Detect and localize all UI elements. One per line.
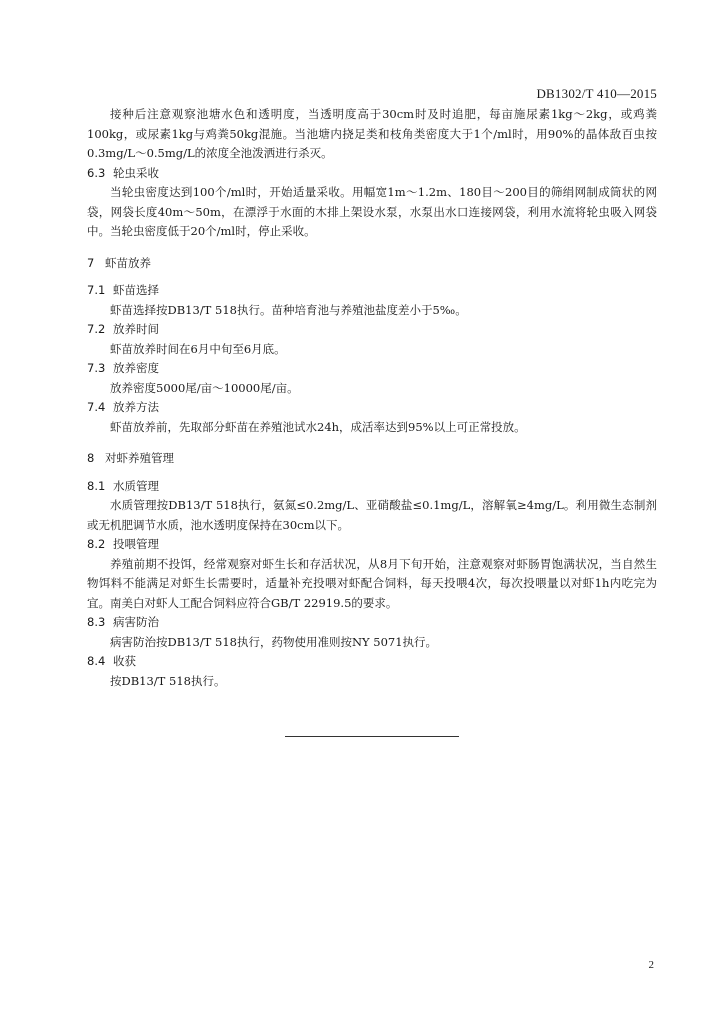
paragraph-harvest: 按DB13/T 518执行。: [110, 673, 226, 688]
heading-number: 7.1: [87, 283, 106, 297]
heading-number: 8.3: [87, 615, 106, 629]
heading-number: 7: [87, 255, 95, 270]
end-of-document-rule: [285, 736, 459, 737]
heading-title: 病害防治: [113, 615, 159, 629]
heading-number: 8.4: [87, 654, 106, 668]
heading-title: 虾苗放养: [105, 255, 151, 270]
heading-title: 轮虫采收: [113, 165, 159, 180]
heading-number: 8: [87, 451, 95, 465]
heading-number: 8.1: [87, 478, 106, 493]
paragraph-fry-selection: 虾苗选择按DB13/T 518执行。苗种培育池与养殖池盐度差小于5‰。: [110, 302, 467, 317]
heading-8: [87, 449, 657, 469]
paragraph-stocking-time: 虾苗放养时间在6月中旬至6月底。: [110, 341, 286, 356]
heading-number: 7.2: [87, 322, 106, 336]
heading-8-2: [87, 535, 657, 555]
paragraph-rotifer-harvest: 当轮虫密度达到100个/ml时，开始适量采收。用幅宽1m～1.2m、180目～200目的筛绢网制成筒状的网袋，网袋长度40m～50m，在漂浮于水面的木排上架设水泵，水泵出水口连接网袋，利用水流将轮虫吸入网袋中。当轮虫密度低于20个/ml时，停止采收。: [87, 185, 657, 238]
heading-number: 7.3: [87, 361, 106, 375]
page-number: 2: [648, 959, 654, 971]
heading-6-3: [87, 164, 657, 184]
heading-8-3: [87, 613, 657, 633]
document-body: [87, 105, 657, 691]
paragraph-water-quality: 水质管理按DB13/T 518执行，氨氮≤0.2mg/L、亚硝酸盐≤0.1mg/L，溶解氧≥4mg/L。利用微生态制剂或无机肥调节水质，池水透明度保持在30cm以下。: [87, 498, 657, 532]
heading-title: 放养密度: [113, 361, 159, 375]
heading-7-3: [87, 359, 657, 379]
heading-title: 虾苗选择: [113, 283, 159, 297]
heading-7: [87, 254, 657, 274]
heading-title: 投喂管理: [113, 537, 159, 551]
paragraph-stocking-density: 放养密度5000尾/亩～10000尾/亩。: [110, 380, 299, 395]
heading-title: 放养方法: [113, 400, 159, 414]
heading-title: 水质管理: [113, 478, 159, 493]
paragraph-disease-control: 病害防治按DB13/T 518执行，药物使用准则按NY 5071执行。: [110, 634, 438, 649]
heading-number: 8.2: [87, 537, 106, 551]
heading-8-4: [87, 652, 657, 672]
heading-7-4: [87, 398, 657, 418]
paragraph-stocking-method: 虾苗放养前，先取部分虾苗在养殖池试水24h，成活率达到95%以上可正常投放。: [110, 419, 526, 434]
heading-title: 放养时间: [113, 322, 159, 336]
heading-number: 6.3: [87, 165, 106, 180]
heading-number: 7.4: [87, 400, 106, 414]
heading-title: 对虾养殖管理: [105, 451, 174, 465]
paragraph-fertilization: 接种后注意观察池塘水色和透明度，当透明度高于30cm时及时追肥，每亩施尿素1kg～2kg，或鸡粪100kg，或尿素1kg与鸡粪50kg混施。当池塘内挠足类和枝角类密度大于1个/ml时，用90%的晶体敌百虫按0.3mg/L～0.5mg/L的浓度全池泼洒进行杀灭。: [87, 107, 657, 160]
paragraph-feeding: 养殖前期不投饵，经常观察对虾生长和存活状况，从8月下旬开始，注意观察对虾肠胃饱满状况，当自然生物饵料不能满足对虾生长需要时，适量补充投喂对虾配合饲料，每天投喂4次，每次投喂量以对虾1h内吃完为宜。南美白对虾人工配合饲料应符合GB/T 22919.5的要求。: [87, 556, 657, 610]
heading-8-1: [87, 477, 657, 497]
standard-code: DB1302/T 410—2015: [536, 86, 657, 101]
heading-7-2: [87, 320, 657, 340]
heading-title: 收获: [113, 654, 136, 668]
heading-7-1: [87, 281, 657, 301]
